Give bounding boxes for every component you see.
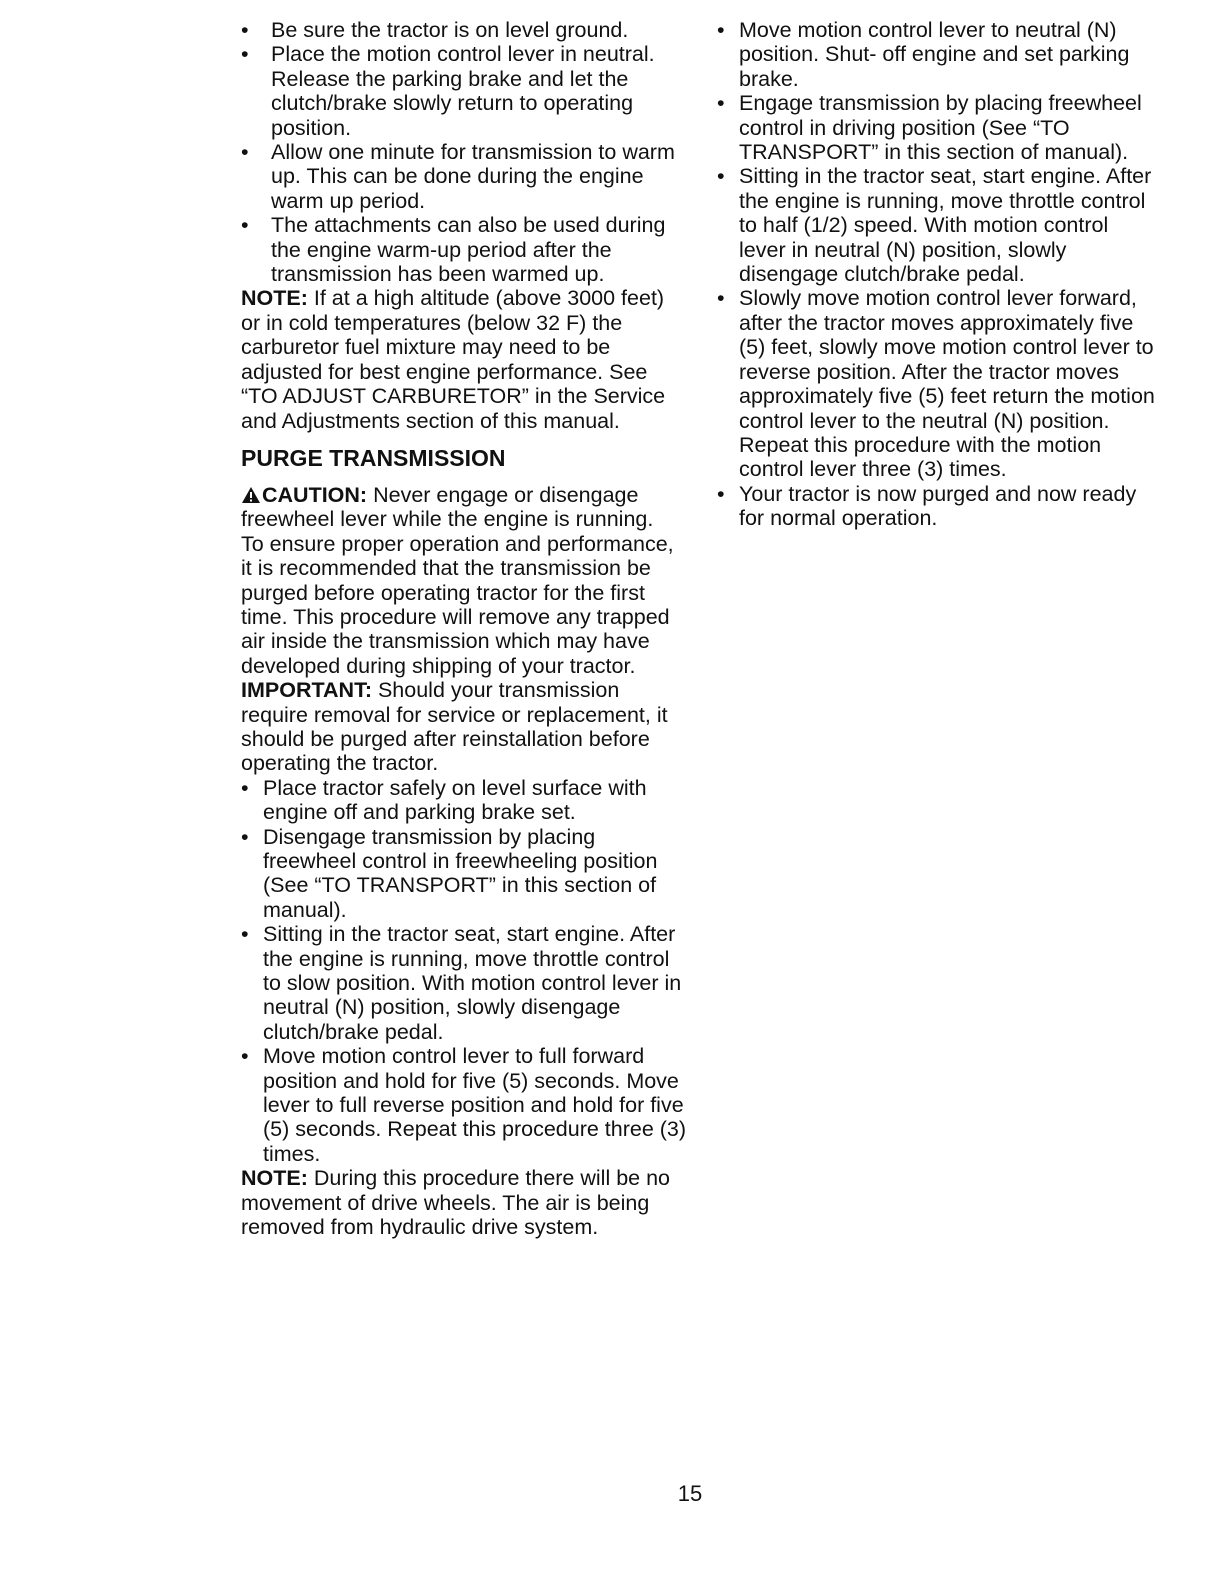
section-heading: PURGE TRANSMISSION [241,444,506,471]
list-item: • Your tractor is now purged and now ready for normal operation. [717,482,1157,531]
purge-intro-paragraph: To ensure proper operation and performance, it is recommended that the transmission be purged before operating tractor for the first time. This procedure will remove any trapped air inside the transmission which may have developed during shipping of your tractor. [241,531,674,678]
note-label: NOTE: [241,286,308,311]
list-item: • Slowly move motion control lever forward, after the tractor moves approximately five (5) feet, slowly move motion control lever to reverse position. After the tractor moves approximately five (5) feet return the motion control lever to the neutral (N) position. Repeat this procedure with the motion control lever three (3) times. [717,286,1157,481]
list-item: • Sitting in the tractor seat, start engine. After the engine is running, move throttle control to slow position. With motion control lever in neutral (N) position, slowly disengage clutch/brake pedal. [241,922,687,1044]
drive-wheels-note [241,1166,687,1239]
important-text: Should your transmission require removal for service or replacement, it should be purged after reinstallation before operating the tractor. [241,678,668,776]
list-item: • Sitting in the tractor seat, start engine. After the engine is running, move throttle control to half (1/2) speed. With motion control lever in neutral (N) position, slowly disengage clutch/brake pedal. [717,164,1157,286]
important-paragraph [241,678,687,776]
right-column [717,18,1157,531]
warning-triangle-icon [241,486,261,504]
list-item: • Be sure the tractor is on level ground. [241,18,687,42]
list-item: • The attachments can also be used during the engine warm-up period after the transmission has been warmed up. [241,213,687,286]
list-item: • Place the motion control lever in neutral. Release the parking brake and let the clutch/brake slowly return to operating position. [241,42,687,140]
intro-bullet-list [241,18,687,286]
altitude-note [241,286,687,432]
list-item: • Engage transmission by placing freewheel control in driving position (See “TO TRANSPORT” in this section of manual). [717,91,1157,164]
caution-label: CAUTION: [262,482,368,507]
list-item: • Disengage transmission by placing freewheel control in freewheeling position (See “TO TRANSPORT” in this section of manual). [241,825,687,923]
caution-text: Never engage or disengage freewheel lever while the engine is running. [241,482,654,532]
important-label: IMPORTANT: [241,678,372,703]
list-item: • Move motion control lever to full forward position and hold for five (5) seconds. Move lever to full reverse position and hold for five (5) seconds. Repeat this procedure three (3) times. [241,1044,687,1166]
list-item: • Move motion control lever to neutral (N) position. Shut- off engine and set parking brake. [717,18,1157,91]
page-number: 15 [677,1481,703,1506]
left-column [241,18,687,1240]
list-item: • Allow one minute for transmission to warm up. This can be done during the engine warm up period. [241,140,687,213]
note-text: If at a high altitude (above 3000 feet) or in cold temperatures (below 32 F) the carburetor fuel mixture may need to be adjusted for best engine performance. See “TO ADJUST CARBURETOR” in the Service and Adjustments section of this manual. [241,286,666,433]
right-bullet-list [717,18,1157,531]
caution-paragraph [241,483,687,532]
note-text: During this procedure there will be no movement of drive wheels. The air is being removed from hydraulic drive system. [241,1166,670,1240]
purge-bullet-list [241,776,687,1167]
note-label: NOTE: [241,1166,308,1191]
list-item: • Place tractor safely on level surface with engine off and parking brake set. [241,776,687,825]
